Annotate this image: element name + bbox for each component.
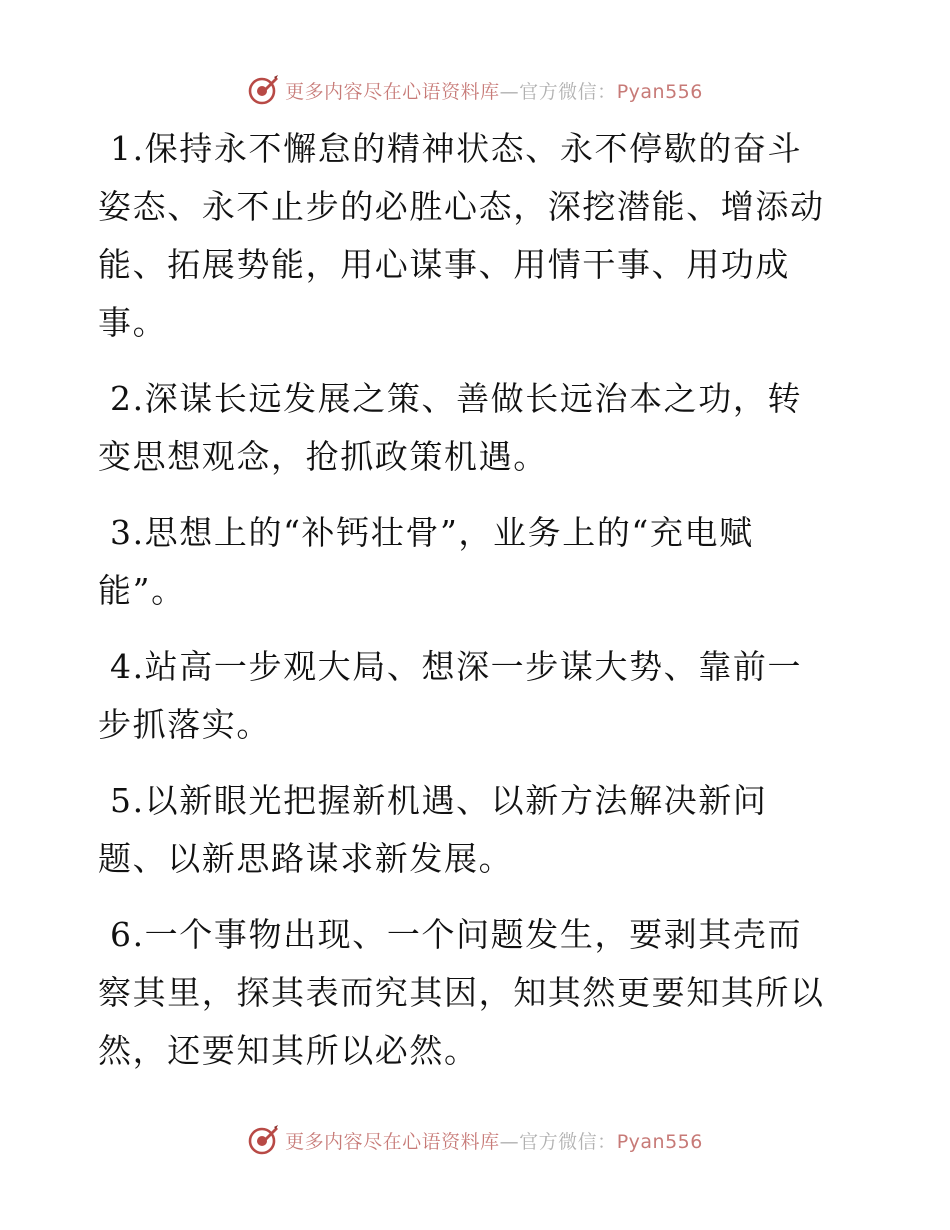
header-text-site: 更多内容尽在心语资料库: [285, 80, 500, 103]
pen-logo-icon: [247, 74, 279, 106]
list-item-1: 1.保持永不懈怠的精神状态、永不停歇的奋斗姿态、永不止步的必胜心态，深挖潜能、增添动能、拓展势能，用心谋事、用情干事、用功成事。: [98, 129, 825, 342]
header-text-wechat-id: Pyan556: [616, 80, 703, 103]
header-banner: [0, 70, 950, 110]
footer-text-site: 更多内容尽在心语资料库: [285, 1130, 500, 1153]
list-item-4: 4.站高一步观大局、想深一步谋大势、靠前一步抓落实。: [98, 647, 803, 744]
header-text: [285, 77, 703, 104]
document-body: [98, 120, 836, 1098]
list-item-6: 6.一个事物出现、一个问题发生，要剥其壳而察其里，探其表而究其因，知其然更要知其所以然，还要知其所以必然。: [98, 915, 825, 1070]
footer-banner-inner: [247, 1124, 703, 1156]
footer-banner: [0, 1120, 950, 1160]
list-item-2: 2.深谋长远发展之策、善做长远治本之功，转变思想观念，抢抓政策机遇。: [98, 379, 803, 476]
header-banner-inner: [247, 74, 703, 106]
list-item-5: 5.以新眼光把握新机遇、以新方法解决新问题、以新思路谋求新发展。: [98, 781, 768, 878]
header-text-label: —官方微信：: [499, 80, 617, 103]
footer-text-wechat-id: Pyan556: [616, 1130, 703, 1153]
pen-logo-icon: [247, 1124, 279, 1156]
footer-text-label: —官方微信：: [499, 1130, 617, 1153]
footer-text: [285, 1127, 703, 1154]
list-item-3: 3.思想上的“补钙壮骨”，业务上的“充电赋能”。: [98, 513, 754, 610]
